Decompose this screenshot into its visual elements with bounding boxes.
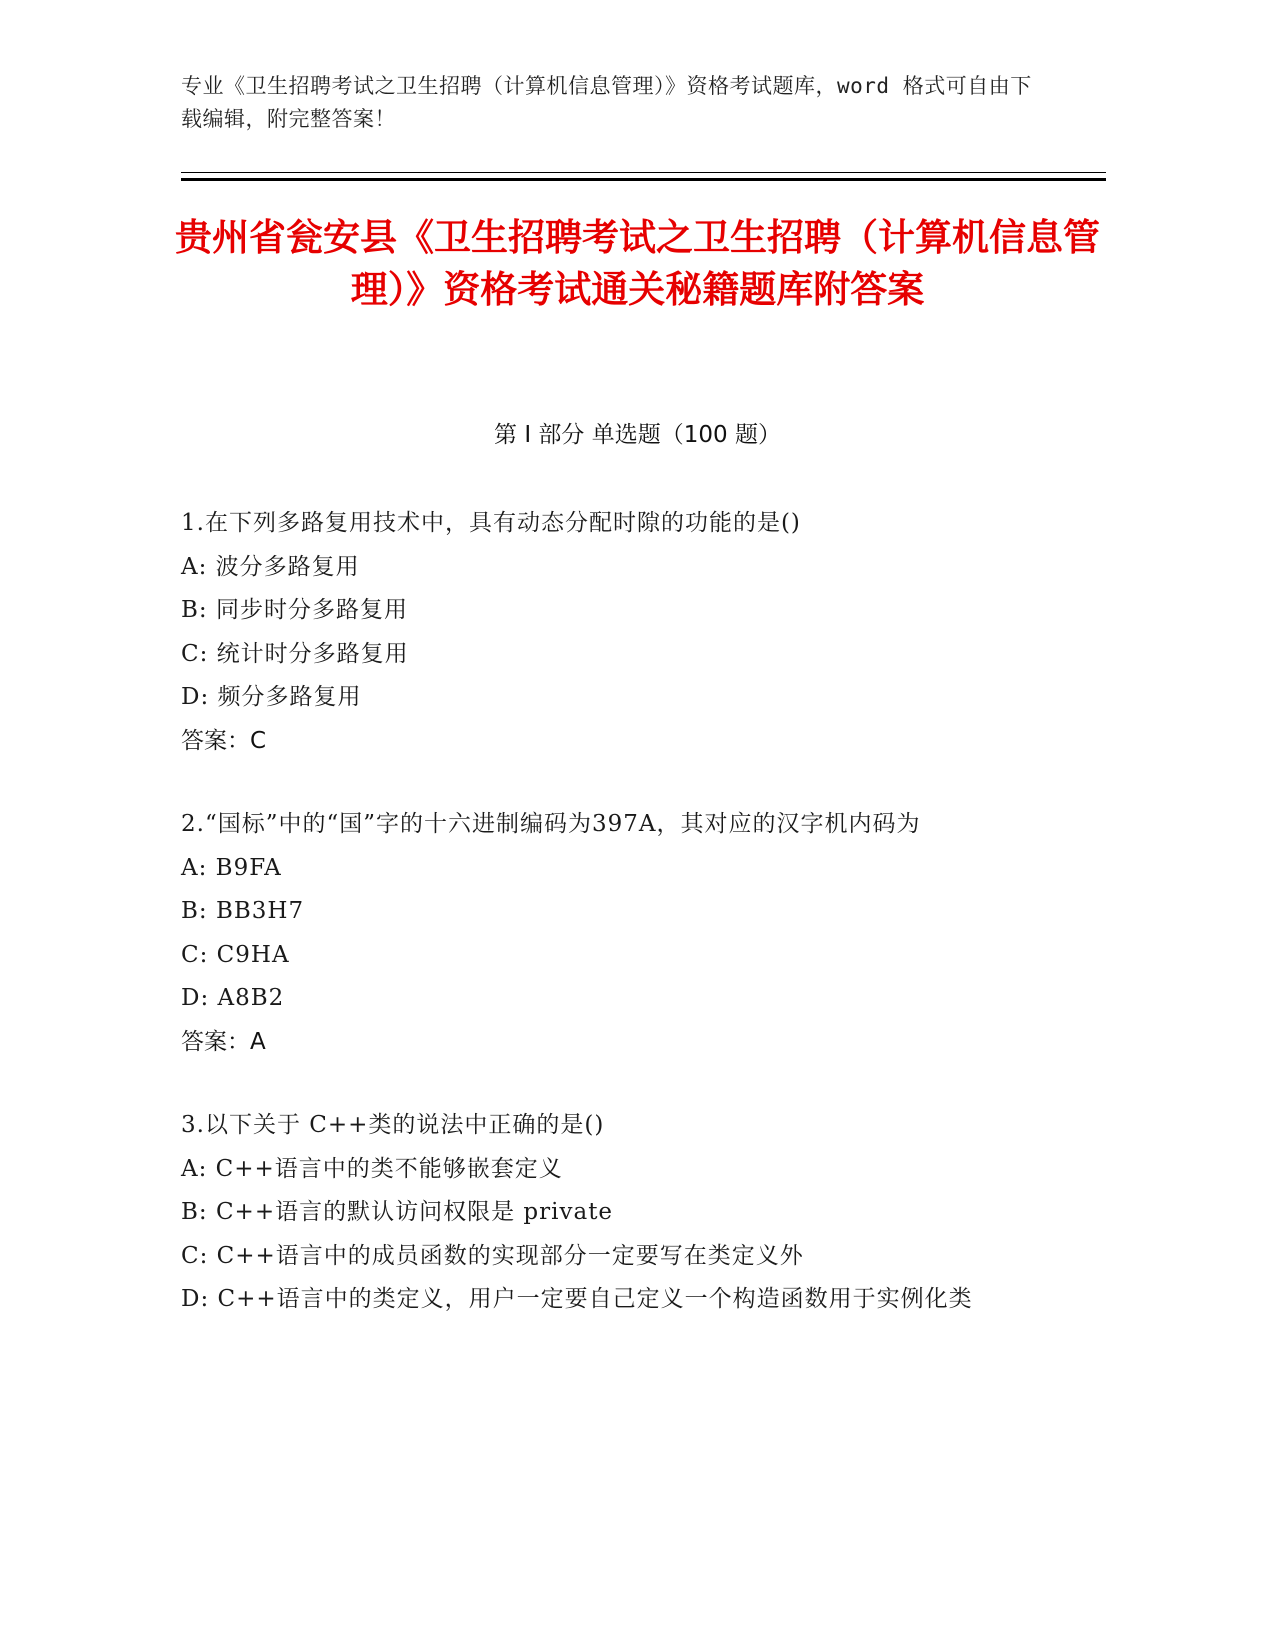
header-rule-thin [181, 172, 1106, 173]
header-rule-thick [181, 178, 1106, 181]
option-b: B: BB3H7 [181, 898, 305, 924]
option-a: A: B9FA [181, 854, 282, 881]
option-a: A: 波分多路复用 [181, 553, 360, 580]
header-note: 专业《卫生招聘考试之卫生招聘（计算机信息管理）》资格考试题库，word 格式可自由下载编辑，附完整答案！ [181, 74, 1032, 131]
section-title: 第 I 部分 单选题（100 题） [494, 422, 781, 448]
option-b: B: C++语言的默认访问权限是 private [181, 1199, 614, 1225]
option-c: C: 统计时分多路复用 [181, 640, 409, 667]
option-a: A: C++语言中的类不能够嵌套定义 [181, 1155, 563, 1182]
option-d: D: C++语言中的类定义，用户一定要自己定义一个构造函数用于实例化类 [181, 1286, 973, 1312]
document-title: 贵州省瓮安县《卫生招聘考试之卫生招聘（计算机信息管理）》资格考试通关秘籍题库附答案 [175, 216, 1100, 311]
question-stem: 1.在下列多路复用技术中，具有动态分配时隙的功能的是() [181, 510, 801, 536]
option-b: B: 同步时分多路复用 [181, 597, 408, 623]
option-d: D: A8B2 [181, 985, 285, 1011]
question-2 [181, 803, 1041, 1064]
option-c: C: C++语言中的成员函数的实现部分一定要写在类定义外 [181, 1242, 804, 1269]
question-1 [181, 502, 1041, 763]
answer-line: 答案：C [181, 727, 267, 754]
option-d: D: 频分多路复用 [181, 684, 362, 710]
question-3 [181, 1104, 1041, 1322]
answer-line: 答案：A [181, 1028, 266, 1055]
option-c: C: C9HA [181, 941, 290, 968]
question-stem: 3.以下关于 C++类的说法中正确的是() [181, 1112, 605, 1138]
question-list [181, 502, 1041, 1362]
question-stem: 2.“国标”中的“国”字的十六进制编码为397A，其对应的汉字机内码为 [181, 811, 921, 837]
